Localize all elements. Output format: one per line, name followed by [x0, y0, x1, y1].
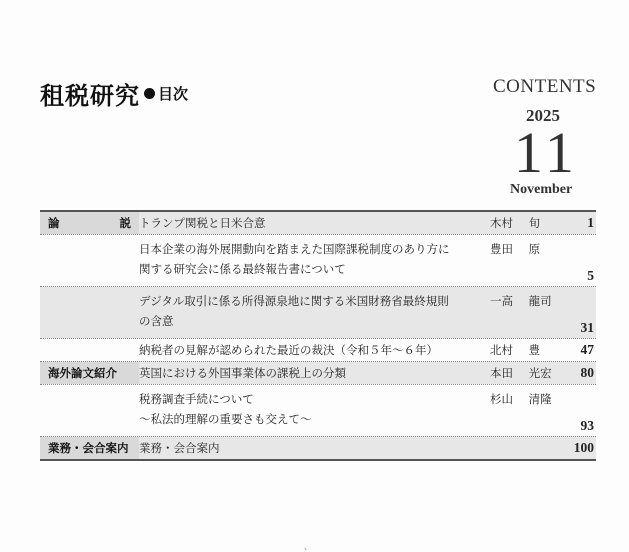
toc-page-number: 80 [580, 365, 594, 380]
toc-title-line: 業務・会合案内 [139, 441, 220, 455]
toc-author: 木村 旬 [490, 216, 541, 230]
toc-title[interactable] [139, 291, 486, 331]
toc-title-line: デジタル取引に係る所得源泉地に関する米国財務省最終規則 [139, 294, 449, 308]
toc-title-line: 関する研究会に係る最終報告書について [139, 262, 346, 276]
issue-month-number: 11 [514, 120, 578, 185]
toc-table [40, 210, 596, 461]
toc-title[interactable] [139, 339, 486, 361]
toc-row[interactable] [40, 210, 596, 234]
toc-label: 目次 [158, 85, 189, 103]
toc-row[interactable] [40, 384, 596, 436]
toc-title-line: ～私法的理解の重要さも交えて～ [139, 412, 312, 426]
contents-heading: CONTENTS [493, 76, 597, 97]
journal-header [40, 76, 188, 111]
toc-page-number: 1 [587, 215, 594, 230]
toc-title-line: 納税者の見解が認められた最近の裁決（令和５年～６年） [139, 343, 438, 357]
bullet-dot-icon [144, 88, 155, 99]
toc-category [40, 212, 139, 234]
toc-page-number: 31 [580, 320, 594, 335]
toc-title-line: の含意 [139, 314, 174, 328]
toc-title-line: トランプ関税と日米合意 [139, 216, 266, 230]
toc-page-number: 93 [580, 418, 594, 433]
toc-row[interactable] [40, 436, 596, 461]
toc-author: 本田 光宏 [490, 366, 552, 380]
toc-row[interactable] [40, 338, 596, 361]
toc-title[interactable] [139, 239, 486, 279]
toc-page-number: 47 [580, 342, 594, 357]
toc-row[interactable] [40, 286, 596, 338]
toc-title[interactable] [139, 212, 486, 234]
toc-title[interactable] [139, 437, 486, 459]
toc-title-line: 日本企業の海外展開動向を踏まえた国際課税制度のあり方に [139, 242, 450, 256]
toc-author: 杉山 清隆 [490, 392, 552, 406]
toc-category: 業務・会合案内 [40, 437, 139, 459]
issue-month-name: November [510, 182, 573, 197]
toc-title[interactable] [139, 362, 486, 384]
toc-page-number: 5 [587, 268, 594, 283]
toc-category-char: 論 [48, 216, 60, 230]
toc-title-line: 税務調査手続について [139, 392, 254, 406]
footer-mark: 、 [304, 542, 312, 551]
toc-category-char: 説 [119, 216, 131, 230]
issue-year: 2025 [526, 106, 560, 125]
toc-author: 豊田 原 [490, 242, 541, 256]
toc-row[interactable] [40, 234, 596, 286]
toc-page-number: 100 [573, 440, 594, 455]
journal-title: 租税研究 [40, 82, 140, 110]
toc-author: 北村 豊 [490, 343, 541, 357]
toc-title-line: 英国における外国事業体の課税上の分類 [139, 366, 346, 380]
toc-row[interactable] [40, 361, 596, 384]
toc-title[interactable] [139, 389, 486, 429]
toc-category: 海外論文紹介 [40, 362, 139, 384]
toc-author: 一高 龍司 [490, 294, 552, 308]
